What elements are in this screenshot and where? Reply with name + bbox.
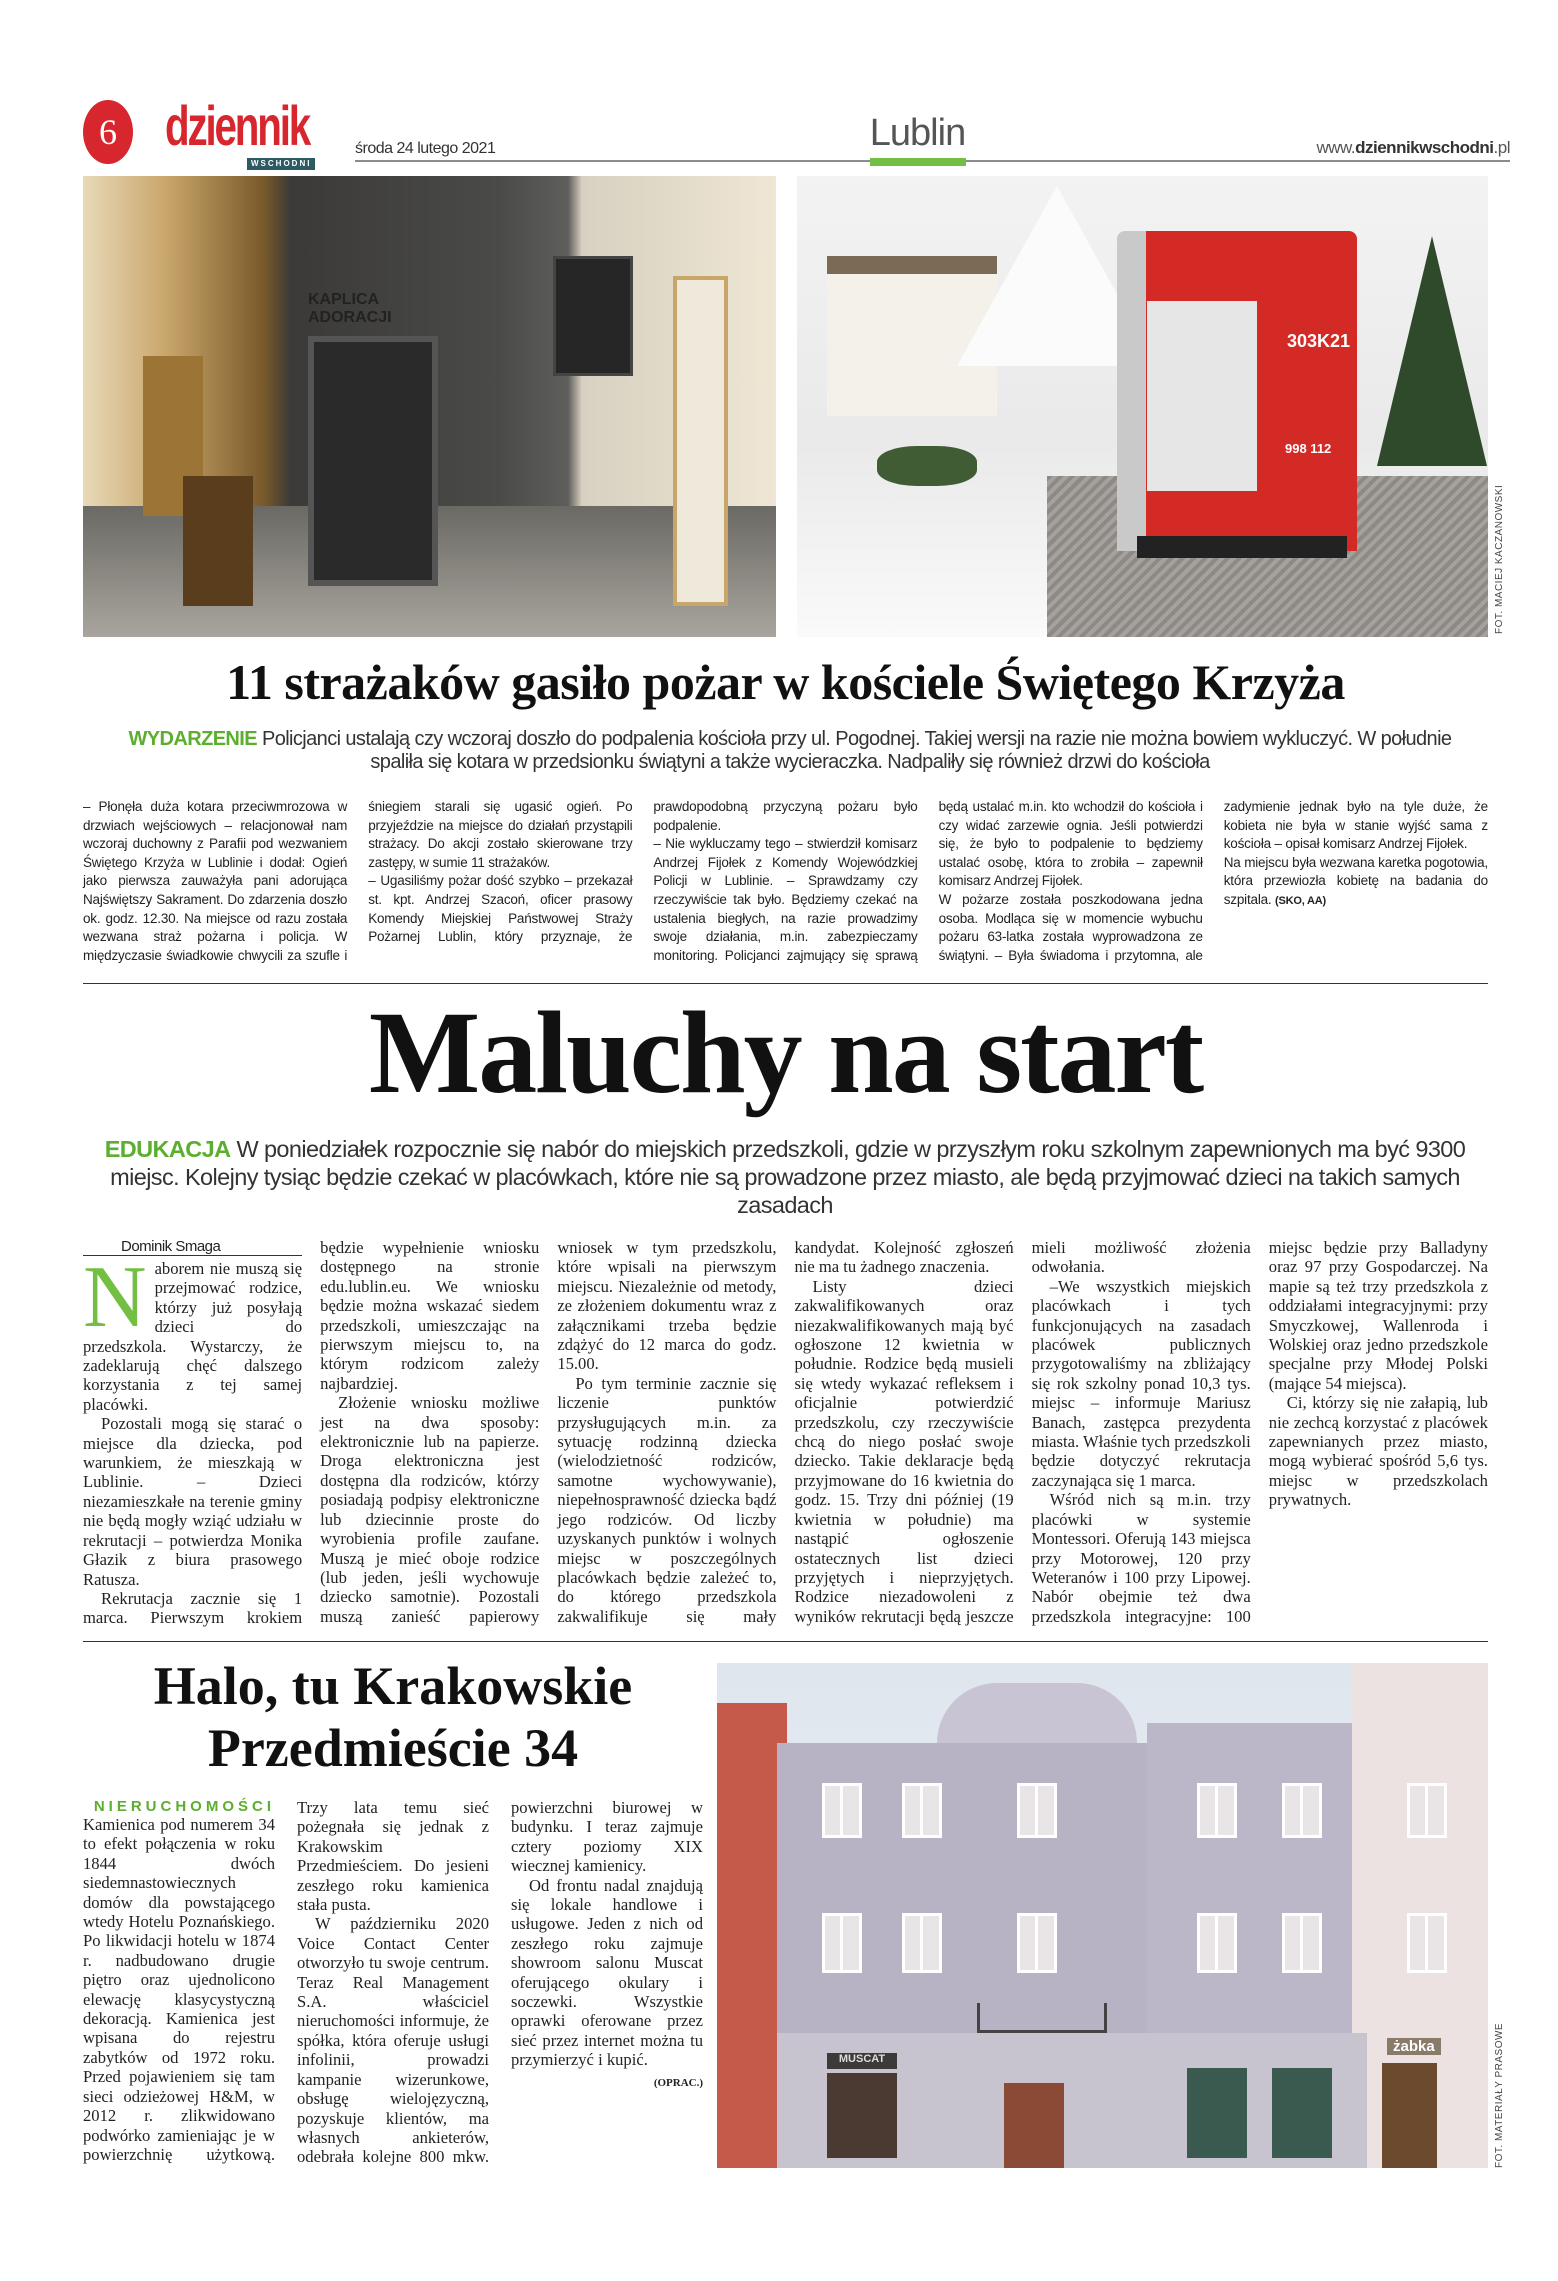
page-number: 6 [83,100,133,164]
article-body [83,798,1488,976]
article-body [83,1238,1488,1630]
paragraph: Kamienica pod numerem 34 to efekt połączenia w roku 1844 dwóch siedemnastowiecznych domów dla powstającego wtedy Hotelu Poznańskiego. Po likwidacji hotelu w 1874 r. nadbudowano drugie piętro oraz ujednolicono elewację klasycystyczną dekoracją. Kamienica jest wpisana do rejestru zabytków od 1972 roku. Przed pojawieniem się tam sieci odzieżowej H&M, w 2012 r. zlikwidowano podwórko zamieniając je w powierzchnię użytkową. Trzy lata temu sieć pożegnała się jednak z Krakowskim Przedmieściem. Do jesieni zeszłego roku kamienica stała pusta. [83,1798,489,2164]
photo-chapel-interior [83,176,776,637]
truck-phone: 998 112 [1285,441,1332,456]
paragraph: Po tym terminie zacznie się liczenie punktów przysługujących m.in. za sytuację rodzinną dziecka (wielodzietność rodziców, samotne wychowywanie), niepełnosprawność dziecka bądź jego rodziców. Od liczby uzyskanych punktów i wolnych miejsc w poszczególnych placówkach będzie zależeć to, do którego przedszkola zakwalifikuje się mały kandydat. Kolejność zgłoszeń nie ma tu żadnego znaczenia. [557,1238,1014,1626]
paragraph [83,1249,303,1414]
paragraph: Pozostali mogą się starać o miejsce dla dziecka, pod warunkiem, że mieszkają w Lublinie. – Dzieci niezamieszkałe na terenie gminy nie będą mogły wziąć udziału w rekrutacji – potwierdza Monika Głazik z biura prasowego Ratusza. [83,1414,303,1589]
author-signature: (SKO, AA) [1275,894,1327,907]
headline-line: Halo, tu Krakowskie [153,1656,633,1716]
section-divider [83,1641,1488,1642]
paragraph: – Ugasiliśmy pożar dość szybko – przekazał st. kpt. Andrzej Szacoń, oficer prasowy Komendy Miejskiej Państwowej Straży Pożarnej Lublin, który przyznaje, że prawdopodobną przyczyną pożaru było podpalenie. [368,799,918,945]
article-body [83,1798,703,2173]
store-sign: żabka [1387,2038,1441,2055]
photo-credit: FOT. MACIEJ KACZANOWSKI [1494,484,1505,634]
article-kicker: EDUKACJA [104,1136,231,1162]
article-kicker: NIERUCHOMOŚCI [93,1798,275,1815]
paragraph [1224,854,1488,911]
drop-cap: N [83,1249,147,1346]
newspaper-logo-sub: WSCHODNI [247,158,315,170]
article-lead [100,728,1480,774]
headline-line: Przedmieście 34 [207,1718,579,1778]
paragraph: Ci, którzy się nie załapią, lub nie zechcą korzystać z placówek zapewnianych przez miasto, mogą wybierać spośród 5,6 tys. miejsc w przedszkolach prywatnych. [1268,1393,1488,1510]
author-signature: (OPRAC.) [653,2076,703,2089]
paragraph: – Nie wykluczamy tego – stwierdził komisarz Andrzej Fijołek z Komendy Wojewódzkiej Policji w Lublinie. – Sprawdzamy czy rzeczywiście tak było. Będziemy czekać na ustalenia biegłych, na razie prowadzimy swoje działania, m.in. zabezpieczamy monitoring. Policjanci zajmujący się sprawą będą ustalać m.in. kto wchodził do kościoła i czy widać zarzewie ognia. Jeśli potwierdzi się, że było to podpalenie to będziemy ustalać osobę, która to zrobiła – zapewnił komisarz Andrzej Fijołek. [653,799,1203,963]
article-kicker: WYDARZENIE [128,728,257,750]
url-prefix: www. [1316,138,1356,157]
paragraph: – Płonęła duża kotara przeciwmrozowa w drzwiach wejściowych – relacjonował nam wczoraj duchowny z Parafii pod wezwaniem Świętego Krzyża w Lublinie i dodał: Ogień jako pierwsza zauważyła pani adorująca Najświętszy Sakrament. Do zdarzenia doszło ok. godz. 12.30. Na miejsce od razu została wezwana straż pożarna i policja. W międzyczasie świadkowie chwycili za szufle i śniegiem starali się ugasić ogień. Po przyjeździe na miejsce do działań przystąpili strażacy. Do akcji zostało skierowane trzy zastępy, w sumie 11 strażaków. [83,799,633,963]
paragraph: –We wszystkich miejskich placówkach i tych funkcjonujących na zasadach placówek publicznych przygotowaliśmy na zbliżający się rok szkolny ponad 10,3 tys. miejsc – informuje Mariusz Banach, zastępca prezydenta miasta. Właśnie tych przedszkoli będzie dotyczyć rekrutacja zaczynająca się 1 marca. [1031,1276,1251,1490]
article-headline [83,1655,703,1779]
article-lead-text: Policjanci ustalają czy wczoraj doszło do podpalenia kościoła przy ul. Pogodnej. Takiej wersji na razie nie można bowiem wykluczyć. W południe spaliła się kotara w przedsionku świątyni a także wycieraczka. Nadpaliły się również drzwi do kościoła [261,728,1452,773]
paragraph: Listy dzieci zakwalifikowanych oraz niezakwalifikowanych mają być ogłoszone 12 kwietnia w południe. Rodzice będą musieli się wtedy wykazać refleksem i oficjalnie potwierdzić przedszkolu, czy rzeczywiście chcą do niego posłać swoje dziecko. Takie deklaracje będą przyjmowane do 16 kwietnia do godz. 15. Trzy dni później (19 kwietnia w południe) ma nastąpić ogłoszenie ostatecznych list dzieci przyjętych i nieprzyjętych. Rodzice niezadowoleni z wyników rekrutacji będą jeszcze mieli możliwość złożenia odwołania. [794,1238,1251,1626]
paragraph: Od frontu nadal znajdują się lokale handlowe i usługowe. Jeden z nich od zeszłego roku zajmuje showroom salonu Muscat oferującego okulary i soczewki. Wszystkie oprawki oferowane przez sieć przez internet można tu przymierzyć i kupić. [511,1875,703,2070]
article-headline: 11 strażaków gasiło pożar w kościele Świętego Krzyża [226,654,1345,710]
photo-tenement-building [717,1663,1488,2168]
website-link[interactable] [1317,138,1511,158]
paragraph-text: Na miejscu była wezwana karetka pogotowia, która przewiozła kobietę na badania do szpitala. [1223,854,1488,907]
paragraph: Rekrutacja zacznie się 1 marca. Pierwszym krokiem będzie wypełnienie wniosku dostępnego na stronie edu.lublin.eu. We wniosku będzie można wskazać siedem przedszkoli, umieszczając na pierwszym miejscu to, na którym rodzicom zależy najbardziej. [83,1238,540,1628]
article-lead-text: W poniedziałek rozpocznie się nabór do miejskich przedszkoli, gdzie w przyszłym roku szkolnym zapewnionych ma być 9300 miejsc. Kolejny tysiąc będzie czekać w placówkach, które nie są prowadzone przez miasto, ale będą przyjmować dzieci na takich samych zasadach [110,1136,1466,1218]
section-divider [83,983,1488,984]
paragraph: Wśród nich są m.in. trzy placówki w systemie Montessori. Oferują 143 miejsca przy Motorowej, 120 przy Weteranów i 100 przy Lipowej. Nabór obejmie też dwa przedszkola integracyjne: 100 miejsc będzie przy Balladyny oraz 97 przy Gospodarczej. Na mapie są też trzy przedszkola z oddziałami integracyjnymi: przy Smyczkowej, Wallenroda i Wolskiej oraz jedno przedszkole specjalne przy Młodej Polski (mające 54 miejsca). [1031,1238,1488,1626]
paragraph: Złożenie wniosku możliwe jest na dwa sposoby: elektronicznie lub na papierze. Droga elektroniczna jest dostępna dla rodziców, którzy posiadają podpisy elektroniczne lub dziecinnie proste do wyrobienia profile zaufane. Muszą je mieć oboje rodzice (lub jeden, jeśli wychowuje dziecko samotnie). Pozostali muszą zanieść papierowy wniosek w tym przedszkolu, które wpisali na pierwszym miejscu. Niezależnie od metody, ze złożeniem dokumentu wraz z załącznikami trzeba będzie zdążyć do 12 marca do godz. 15.00. [320,1238,777,1626]
url-suffix: .pl [1493,138,1510,157]
chapel-sign-text: KAPLICA ADORACJI [308,291,392,326]
issue-date: środa 24 lutego 2021 [355,140,496,157]
truck-number: 303K21 [1287,331,1351,351]
paragraph: W październiku 2020 Voice Contact Center otworzyło tu swoje centrum. Teraz Real Management S.A. właściciel nieruchomości informuje, że spółka, która oferuje usługi infolinii, prowadzi kampanie wizerunkowe, obsługę wielojęzyczną, pozyskuje klientów, ma własnych ankieterów, odebrała kolejne 800 mkw. powierzchni biurowej w budynku. I teraz zajmuje cztery poziomy XIX wiecznej kamienicy. [297,1798,703,2167]
url-domain: dziennikwschodni [1355,138,1494,157]
article-headline: Maluchy na start [368,987,1203,1118]
newspaper-logo: dziennik [165,94,310,157]
shop-sign: MUSCAT [827,2053,897,2069]
byline: Dominik Smaga [83,1238,302,1256]
section-title: Lublin [869,112,966,154]
photo-fire-truck-church [797,176,1488,637]
paragraph: W pożarze została poszkodowana jedna osoba. Modląca się w momencie wybuchu pożaru 63-latka została wyprowadzona ze świątyni. – Była świadoma i przytomna, ale zadymienie jednak było na tyle duże, że kobieta nie była w stanie wyjść sama z kościoła – opisał komisarz Andrzej Fijołek. [938,799,1488,963]
paragraph-text: aborem nie muszą się przejmować rodzice, którzy już posyłają dzieci do przedszkola. Wystarczy, że zadeklarują chęć dalszego korzystania z tej samej placówki. [83,1259,303,1414]
article-lead [90,1135,1480,1219]
section-accent-bar [870,158,966,166]
photo-credit: FOT. MATERIAŁY PRASOWE [1494,2022,1505,2168]
